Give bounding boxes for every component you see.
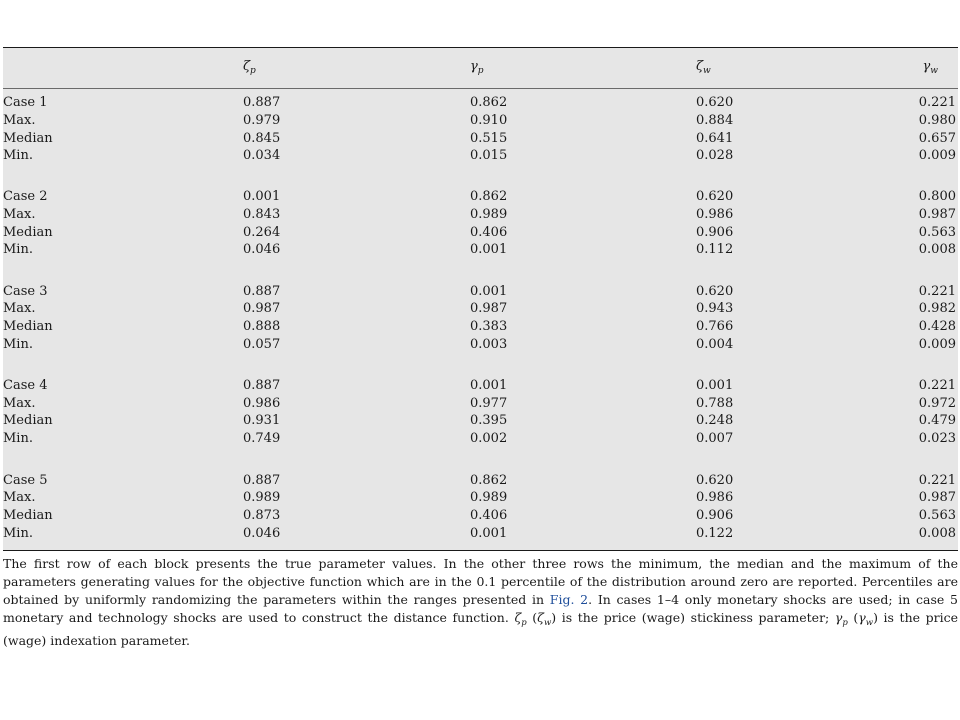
gamma-symbol: γ bbox=[834, 610, 843, 625]
cell-gamma-w: 0.428 bbox=[918, 319, 956, 334]
table-row bbox=[3, 112, 958, 130]
cell-zeta-p: 0.887 bbox=[243, 378, 281, 393]
cell-zeta-p: 0.986 bbox=[243, 396, 281, 411]
caption-text-4: is the price (wage) indexation parameter. bbox=[3, 610, 958, 648]
row-label: Min. bbox=[3, 242, 33, 257]
figure-2-link[interactable]: Fig. 2 bbox=[549, 592, 589, 607]
cell-gamma-p: 0.015 bbox=[470, 148, 508, 163]
row-label: Min. bbox=[3, 148, 33, 163]
cell-zeta-w: 0.028 bbox=[696, 148, 734, 163]
row-label: Case 3 bbox=[3, 284, 48, 299]
caption-text-3: is the price (wage) stickiness parameter; bbox=[556, 610, 835, 625]
cell-gamma-p: 0.987 bbox=[470, 301, 508, 316]
cell-gamma-w: 0.980 bbox=[918, 113, 956, 128]
row-label: Min. bbox=[3, 526, 33, 541]
table-row bbox=[3, 147, 958, 165]
row-label: Max. bbox=[3, 113, 36, 128]
cell-zeta-p: 0.989 bbox=[243, 490, 281, 505]
cell-gamma-w: 0.800 bbox=[918, 189, 956, 204]
header-zeta-w: $\zeta_w$ bbox=[696, 59, 711, 76]
cell-zeta-w: 0.788 bbox=[696, 396, 734, 411]
table-caption: The first row of each block presents the true parameter values. In the other three rows the minimum, the median and the maximum of the parameters generating values for the objective function which are in the 0.1 percentile of the distribution around zero are reported. Percentiles are obtained by uniformly randomizing the parameters within the ranges presented in Fig. 2. In cases 1–4 only monetary shocks are used; in case 5 monetary and technology shocks are used to construct the distance function. $\zeta_p$ $(\zeta_w)$ is the price (wage) stickiness parameter; $\gamma_p$ $(\gamma_w)$ is the price (wage) indexation parameter. bbox=[3, 556, 958, 648]
header-divider bbox=[3, 88, 958, 89]
cell-zeta-w: 0.620 bbox=[696, 95, 734, 110]
cell-zeta-w: 0.620 bbox=[696, 284, 734, 299]
cell-zeta-w: 0.620 bbox=[696, 189, 734, 204]
cell-gamma-w: 0.009 bbox=[918, 148, 956, 163]
cell-zeta-p: 0.264 bbox=[243, 225, 281, 240]
table-row bbox=[3, 300, 958, 318]
header-gamma-p: $\gamma_p$ bbox=[470, 59, 484, 76]
caption-text-1: The first row of each block presents the true parameter values. In the other three rows the minimum, the median and the maximum of the parameters generating values for the objective function which are in the 0.1 percentile of the distribution around zero are reported. Percentiles are obtained by uniformly randomizing the parameters within the ranges presented in bbox=[3, 556, 958, 607]
table-row bbox=[3, 241, 958, 259]
table-row bbox=[3, 206, 958, 224]
cell-gamma-p: 0.002 bbox=[470, 431, 508, 446]
subscript-p: p bbox=[842, 618, 848, 628]
cell-gamma-w: 0.987 bbox=[918, 207, 956, 222]
cell-zeta-p: 0.057 bbox=[243, 337, 281, 352]
cell-zeta-w: 0.906 bbox=[696, 225, 734, 240]
header-zeta-p: $\zeta_p$ bbox=[243, 59, 256, 76]
cell-gamma-p: 0.977 bbox=[470, 396, 508, 411]
table-row bbox=[3, 395, 958, 413]
cell-gamma-w: 0.009 bbox=[918, 337, 956, 352]
cell-gamma-p: 0.001 bbox=[470, 242, 508, 257]
cell-zeta-w: 0.248 bbox=[696, 413, 734, 428]
cell-zeta-w: 0.620 bbox=[696, 473, 734, 488]
header-gamma-w: $\gamma_w$ bbox=[922, 59, 938, 76]
table-row bbox=[3, 336, 958, 354]
cell-gamma-p: 0.383 bbox=[470, 319, 508, 334]
cell-gamma-p: 0.989 bbox=[470, 490, 508, 505]
cell-gamma-w: 0.982 bbox=[918, 301, 956, 316]
cell-gamma-w: 0.563 bbox=[918, 225, 956, 240]
row-label: Min. bbox=[3, 337, 33, 352]
cell-zeta-p: 0.887 bbox=[243, 95, 281, 110]
cell-gamma-p: 0.406 bbox=[470, 508, 508, 523]
gamma-symbol: γ bbox=[858, 610, 866, 625]
cell-zeta-p: 0.887 bbox=[243, 473, 281, 488]
row-label: Median bbox=[3, 508, 53, 523]
table-row bbox=[3, 472, 958, 490]
table-row bbox=[3, 507, 958, 525]
row-label: Case 5 bbox=[3, 473, 48, 488]
table-row bbox=[3, 525, 958, 543]
cell-zeta-p: 0.845 bbox=[243, 131, 281, 146]
cell-zeta-p: 0.034 bbox=[243, 148, 281, 163]
row-label: Case 1 bbox=[3, 95, 48, 110]
row-label: Median bbox=[3, 319, 53, 334]
cell-gamma-p: 0.001 bbox=[470, 378, 508, 393]
table-row bbox=[3, 412, 958, 430]
table-row bbox=[3, 283, 958, 301]
cell-gamma-p: 0.910 bbox=[470, 113, 508, 128]
cell-gamma-w: 0.972 bbox=[918, 396, 956, 411]
cell-gamma-w: 0.023 bbox=[918, 431, 956, 446]
row-label: Median bbox=[3, 413, 53, 428]
row-label: Max. bbox=[3, 396, 36, 411]
cell-zeta-w: 0.906 bbox=[696, 508, 734, 523]
cell-zeta-w: 0.766 bbox=[696, 319, 734, 334]
caption-text-2: . In cases 1–4 only monetary shocks are used; in case 5 monetary and technology shocks are used to construct the distance function. bbox=[3, 592, 958, 625]
cell-gamma-w: 0.657 bbox=[918, 131, 956, 146]
cell-gamma-w: 0.221 bbox=[918, 473, 956, 488]
cell-gamma-w: 0.479 bbox=[918, 413, 956, 428]
cell-zeta-w: 0.641 bbox=[696, 131, 734, 146]
zeta-symbol: ζ bbox=[537, 610, 544, 625]
table-row bbox=[3, 489, 958, 507]
cell-gamma-w: 0.987 bbox=[918, 490, 956, 505]
row-label: Case 2 bbox=[3, 189, 48, 204]
table-row bbox=[3, 188, 958, 206]
results-table bbox=[3, 47, 958, 551]
cell-zeta-w: 0.001 bbox=[696, 378, 734, 393]
table-row bbox=[3, 94, 958, 112]
row-label: Median bbox=[3, 225, 53, 240]
cell-zeta-p: 0.931 bbox=[243, 413, 281, 428]
cell-zeta-p: 0.749 bbox=[243, 431, 281, 446]
table-row bbox=[3, 430, 958, 448]
cell-gamma-p: 0.862 bbox=[470, 189, 508, 204]
cell-gamma-p: 0.862 bbox=[470, 473, 508, 488]
subscript-w: w bbox=[865, 618, 874, 628]
cell-zeta-w: 0.112 bbox=[696, 242, 734, 257]
zeta-symbol: ζ bbox=[514, 610, 522, 625]
row-label: Min. bbox=[3, 431, 33, 446]
table-row bbox=[3, 377, 958, 395]
cell-zeta-w: 0.986 bbox=[696, 207, 734, 222]
cell-gamma-w: 0.221 bbox=[918, 284, 956, 299]
cell-zeta-p: 0.046 bbox=[243, 526, 281, 541]
row-label: Max. bbox=[3, 207, 36, 222]
cell-zeta-p: 0.873 bbox=[243, 508, 281, 523]
subscript-w: w bbox=[543, 618, 552, 628]
table-row bbox=[3, 224, 958, 242]
cell-zeta-p: 0.843 bbox=[243, 207, 281, 222]
cell-zeta-p: 0.046 bbox=[243, 242, 281, 257]
cell-zeta-p: 0.888 bbox=[243, 319, 281, 334]
cell-gamma-w: 0.221 bbox=[918, 95, 956, 110]
cell-gamma-p: 0.395 bbox=[470, 413, 508, 428]
cell-zeta-p: 0.001 bbox=[243, 189, 281, 204]
row-label: Max. bbox=[3, 301, 36, 316]
cell-zeta-w: 0.986 bbox=[696, 490, 734, 505]
row-label: Case 4 bbox=[3, 378, 48, 393]
cell-zeta-p: 0.887 bbox=[243, 284, 281, 299]
table-row bbox=[3, 130, 958, 148]
cell-gamma-w: 0.008 bbox=[918, 242, 956, 257]
cell-gamma-p: 0.989 bbox=[470, 207, 508, 222]
cell-gamma-w: 0.008 bbox=[918, 526, 956, 541]
cell-gamma-p: 0.001 bbox=[470, 284, 508, 299]
subscript-p: p bbox=[521, 618, 527, 628]
cell-zeta-w: 0.004 bbox=[696, 337, 734, 352]
cell-gamma-w: 0.563 bbox=[918, 508, 956, 523]
cell-gamma-w: 0.221 bbox=[918, 378, 956, 393]
cell-zeta-p: 0.979 bbox=[243, 113, 281, 128]
cell-zeta-w: 0.007 bbox=[696, 431, 734, 446]
cell-gamma-p: 0.406 bbox=[470, 225, 508, 240]
table-row bbox=[3, 318, 958, 336]
cell-gamma-p: 0.862 bbox=[470, 95, 508, 110]
cell-gamma-p: 0.001 bbox=[470, 526, 508, 541]
cell-gamma-p: 0.515 bbox=[470, 131, 508, 146]
cell-zeta-w: 0.943 bbox=[696, 301, 734, 316]
row-label: Median bbox=[3, 131, 53, 146]
cell-zeta-w: 0.122 bbox=[696, 526, 734, 541]
cell-gamma-p: 0.003 bbox=[470, 337, 508, 352]
cell-zeta-p: 0.987 bbox=[243, 301, 281, 316]
cell-zeta-w: 0.884 bbox=[696, 113, 734, 128]
row-label: Max. bbox=[3, 490, 36, 505]
